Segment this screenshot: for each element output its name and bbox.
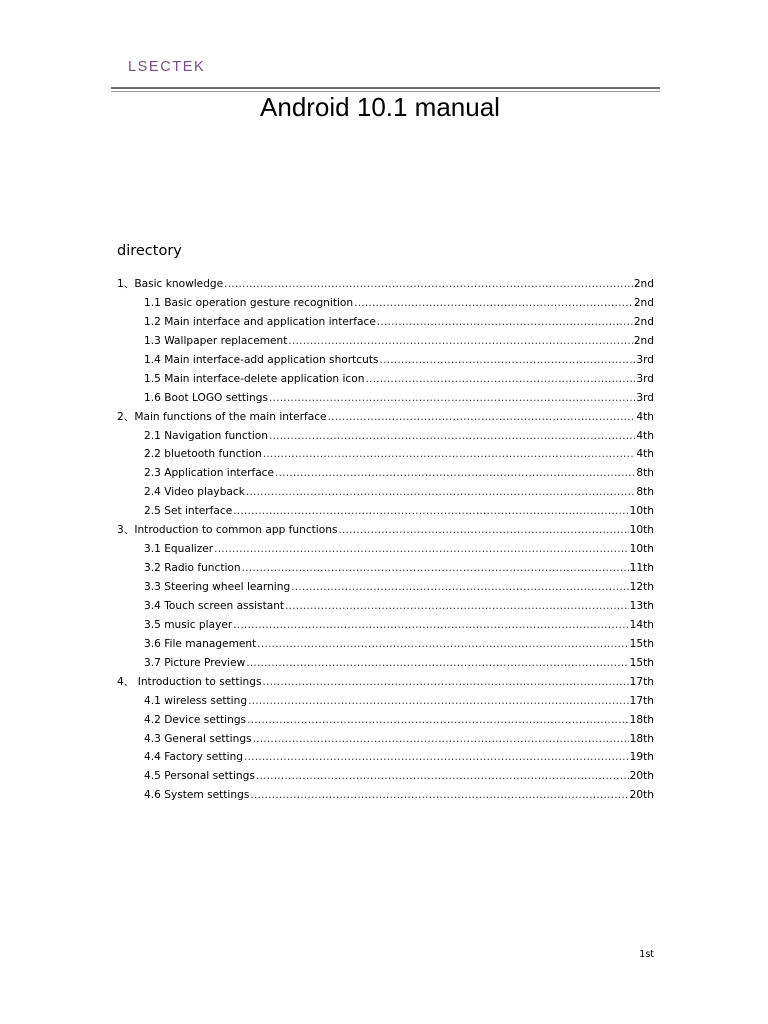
table-of-contents — [117, 275, 654, 805]
toc-entry-page: 8th — [636, 486, 654, 499]
toc-entry-page: 17th — [629, 694, 654, 707]
toc-entry — [117, 408, 654, 427]
toc-entry-label: 3.4 Touch screen assistant — [144, 599, 285, 612]
header-divider — [111, 87, 660, 89]
toc-entry — [117, 616, 654, 635]
toc-entry-label: 3.7 Picture Preview — [144, 656, 246, 669]
toc-leader — [365, 370, 635, 389]
toc-leader — [380, 351, 636, 370]
toc-entry-page: 3rd — [636, 372, 654, 385]
toc-entry-label: 2.2 bluetooth function — [144, 448, 262, 461]
directory-heading: directory — [117, 243, 182, 259]
toc-leader — [288, 332, 632, 351]
brand-name: LSECTEK — [128, 59, 206, 75]
page-number: 1st — [639, 949, 654, 960]
page-title: Android 10.1 manual — [260, 92, 500, 122]
toc-entry-label: 2.4 Video playback — [144, 486, 245, 499]
toc-entry — [117, 445, 654, 464]
toc-entry-label: 1.1 Basic operation gesture recognition — [144, 296, 354, 309]
toc-leader — [246, 654, 628, 673]
toc-entry-page: 10th — [629, 505, 654, 518]
toc-entry — [117, 332, 654, 351]
toc-entry — [117, 540, 654, 559]
toc-entry-page: 10th — [629, 524, 654, 537]
toc-entry-page: 12th — [629, 581, 654, 593]
toc-leader — [328, 408, 636, 427]
toc-entry-page: 2nd — [633, 296, 654, 309]
toc-entry — [117, 502, 654, 521]
toc-entry-page: 19th — [629, 751, 654, 764]
toc-leader — [285, 597, 629, 616]
toc-entry — [117, 464, 654, 483]
toc-leader — [233, 502, 628, 521]
toc-leader — [233, 616, 628, 635]
toc-leader — [242, 559, 629, 578]
toc-entry-page: 15th — [629, 656, 654, 669]
toc-leader — [262, 673, 628, 692]
toc-leader — [263, 445, 636, 464]
toc-entry-label: 2.3 Application interface — [144, 467, 275, 480]
toc-entry — [117, 521, 654, 540]
toc-entry — [117, 294, 654, 313]
toc-entry-page: 11th — [629, 562, 654, 575]
toc-entry-page: 2nd — [633, 315, 654, 328]
toc-entry-page: 4th — [636, 410, 654, 423]
toc-leader — [338, 521, 628, 540]
toc-leader — [354, 294, 633, 313]
toc-entry-page: 10th — [629, 543, 654, 556]
toc-entry-page: 4th — [636, 429, 654, 442]
toc-entry-label: 3.2 Radio function — [144, 562, 241, 575]
toc-entry-label: 1、Basic knowledge — [117, 278, 224, 290]
toc-leader — [224, 275, 633, 294]
toc-entry — [117, 786, 654, 805]
toc-leader — [247, 711, 629, 730]
toc-leader — [253, 730, 629, 749]
toc-entry-label: 3.6 File management — [144, 637, 257, 650]
toc-entry — [117, 673, 654, 692]
toc-leader — [214, 540, 628, 559]
toc-entry-page: 3rd — [636, 353, 654, 366]
toc-leader — [269, 427, 635, 446]
toc-entry-page: 8th — [636, 467, 654, 480]
toc-entry-label: 1.3 Wallpaper replacement — [144, 334, 288, 347]
toc-entry — [117, 351, 654, 370]
toc-entry-label: 4.1 wireless setting — [144, 694, 248, 707]
toc-entry-page: 18th — [629, 713, 654, 726]
toc-entry — [117, 483, 654, 502]
toc-entry-page: 20th — [629, 770, 654, 783]
toc-entry-page: 20th — [629, 789, 654, 802]
toc-entry-label: 4.5 Personal settings — [144, 770, 255, 783]
toc-entry-label: 1.2 Main interface and application interface — [144, 315, 376, 328]
toc-entry-label: 3.1 Equalizer — [144, 543, 214, 556]
toc-entry — [117, 370, 654, 389]
toc-entry-page: 18th — [629, 732, 654, 745]
toc-entry-label: 4.2 Device settings — [144, 713, 247, 726]
toc-entry — [117, 559, 654, 578]
toc-leader — [291, 578, 628, 597]
toc-entry-page: 4th — [636, 448, 654, 461]
toc-entry-label: 1.5 Main interface-delete application icon — [144, 372, 365, 385]
toc-entry-page: 13th — [629, 599, 654, 612]
toc-entry — [117, 389, 654, 408]
toc-entry — [117, 578, 654, 597]
toc-entry — [117, 597, 654, 616]
toc-leader — [257, 635, 628, 654]
toc-entry-label: 4.4 Factory setting — [144, 751, 244, 764]
toc-leader — [250, 786, 628, 805]
toc-entry-label: 3.5 music player — [144, 618, 233, 631]
toc-entry — [117, 635, 654, 654]
toc-entry-label: 2.1 Navigation function — [144, 429, 268, 442]
toc-entry-label: 4.3 General settings — [144, 732, 252, 745]
toc-entry-page: 15th — [629, 637, 654, 650]
toc-entry-page: 2nd — [633, 278, 654, 290]
toc-leader — [275, 464, 635, 483]
toc-entry-label: 4、 Introduction to settings — [117, 675, 262, 688]
toc-leader — [377, 313, 633, 332]
toc-entry-label: 4.6 System settings — [144, 789, 250, 802]
toc-entry — [117, 767, 654, 786]
toc-entry — [117, 692, 654, 711]
toc-entry — [117, 427, 654, 446]
toc-entry-label: 1.6 Boot LOGO settings — [144, 391, 268, 404]
toc-leader — [256, 767, 629, 786]
toc-entry-label: 2.5 Set interface — [144, 505, 233, 518]
toc-entry-label: 3、Introduction to common app functions — [117, 524, 338, 537]
toc-entry-page: 14th — [629, 618, 654, 631]
toc-entry — [117, 730, 654, 749]
toc-entry — [117, 748, 654, 767]
toc-entry — [117, 654, 654, 673]
toc-entry — [117, 313, 654, 332]
toc-leader — [244, 748, 629, 767]
toc-leader — [269, 389, 635, 408]
toc-entry-page: 3rd — [636, 391, 654, 404]
toc-entry-page: 17th — [629, 675, 654, 688]
toc-entry-label: 2、Main functions of the main interface — [117, 410, 327, 423]
toc-leader — [246, 483, 636, 502]
toc-entry-label: 3.3 Steering wheel learning — [144, 581, 291, 593]
toc-entry — [117, 711, 654, 730]
toc-entry-page: 2nd — [633, 334, 654, 347]
toc-entry-label: 1.4 Main interface-add application shortcuts — [144, 353, 379, 366]
toc-entry — [117, 275, 654, 294]
toc-leader — [248, 692, 629, 711]
